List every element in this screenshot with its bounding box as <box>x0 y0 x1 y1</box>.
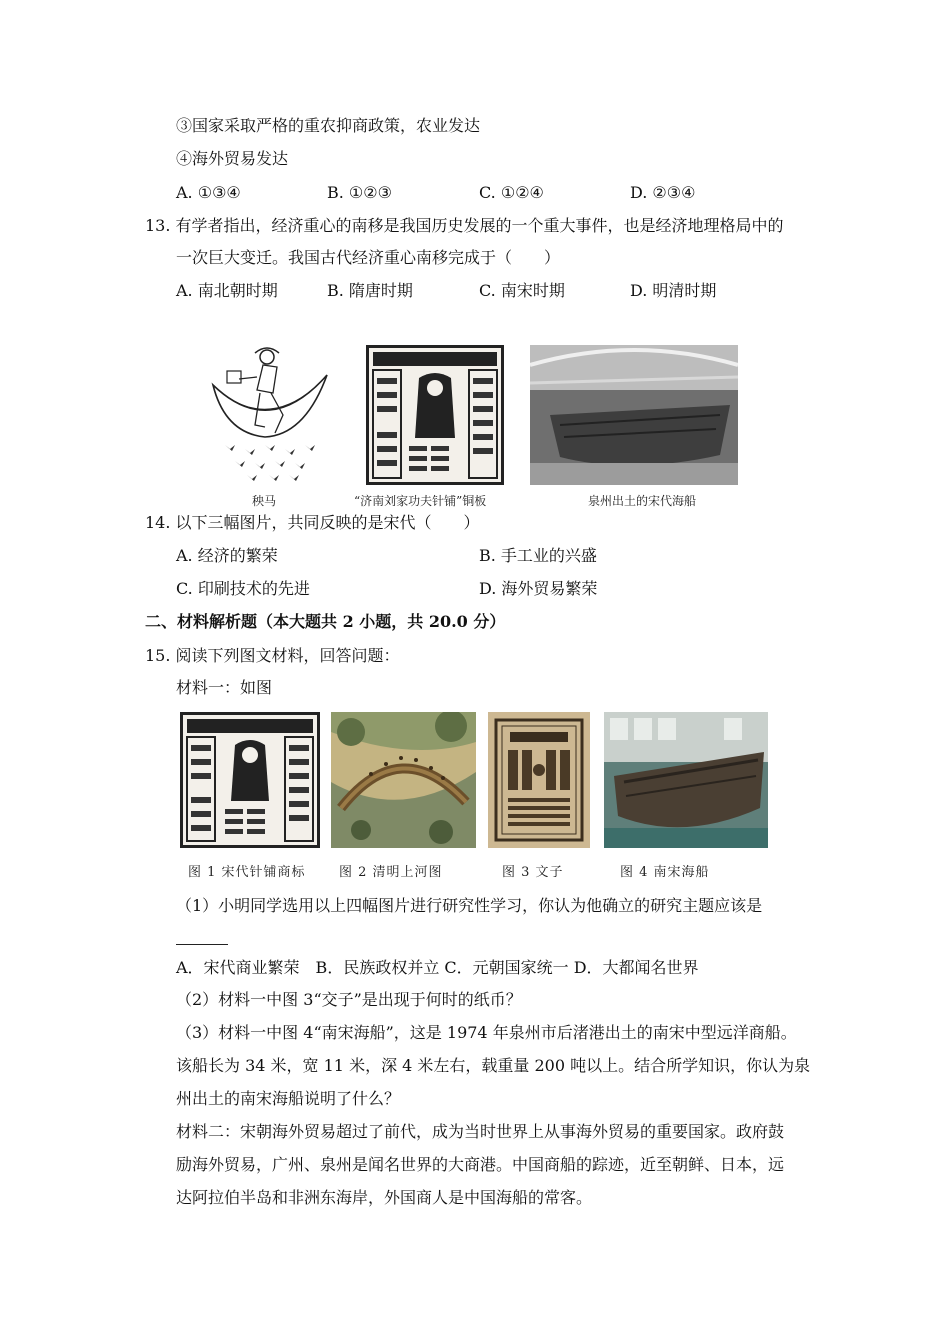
q12-item-4: ④海外贸易发达 <box>176 149 289 168</box>
liujia-needle-shop-plate <box>366 345 504 485</box>
q13-option-a: A. 南北朝时期 <box>176 281 278 300</box>
fig1-caption: 图 1 宋代针铺商标 <box>188 865 306 880</box>
q15-material2-line2: 励海外贸易，广州、泉州是闻名世界的大商港。中国商船的踪迹，近至朝鲜、日本，远 <box>176 1155 785 1174</box>
q13-option-c: C. 南宋时期 <box>479 281 565 300</box>
q14-option-c: C. 印刷技术的先进 <box>176 579 310 598</box>
q14-option-d: D. 海外贸易繁荣 <box>479 579 598 598</box>
q15-material1-label: 材料一：如图 <box>176 678 273 697</box>
q12-option-b: B. ①②③ <box>327 183 392 202</box>
caption-liujia-plate: “济南刘家功夫针铺”铜板 <box>354 494 487 508</box>
q15-sub3-line3: 州出土的南宋海船说明了什么？ <box>176 1089 401 1108</box>
q12-item-3: ③国家采取严格的重农抑商政策，农业发达 <box>176 116 481 135</box>
q15-sub3-line2: 该船长为 34 米，宽 11 米，深 4 米左右，载重量 200 吨以上。结合所学知识，你认为泉 <box>176 1056 811 1075</box>
q12-option-d: D. ②③④ <box>630 183 696 202</box>
q12-option-a: A. ①③④ <box>176 183 241 202</box>
fig2-qingming-painting <box>331 712 476 848</box>
section-2-title: 二、材料解析题（本大题共 2 小题，共 20.0 分） <box>145 612 506 631</box>
q15-sub2: （2）材料一中图 3“交子”是出现于何时的纸币？ <box>176 990 522 1009</box>
q15-sub3-line1: （3）材料一中图 4“南宋海船”，这是 1974 年泉州市后渚港出土的南宋中型远洋商船。 <box>176 1023 797 1042</box>
yangma-illustration <box>205 345 335 485</box>
fig4-caption: 图 4 南宋海船 <box>620 865 710 880</box>
q15-material2-line1: 材料二：宋朝海外贸易超过了前代，成为当时世界上从事海外贸易的重要国家。政府鼓 <box>176 1122 785 1141</box>
q13-stem-line2: 一次巨大变迁。我国古代经济重心南移完成于（ ） <box>176 248 561 267</box>
q13-option-b: B. 隋唐时期 <box>327 281 413 300</box>
caption-yangma: 秧马 <box>252 494 277 508</box>
fig3-jiaozi-paper-money <box>488 712 590 848</box>
caption-quanzhou-ship: 泉州出土的宋代海船 <box>588 494 697 508</box>
q12-option-c: C. ①②④ <box>479 183 544 202</box>
q14-option-a: A. 经济的繁荣 <box>176 546 278 565</box>
q14-option-b: B. 手工业的兴盛 <box>479 546 597 565</box>
fig2-caption: 图 2 清明上河图 <box>339 865 443 880</box>
fig1-needle-shop-trademark <box>180 712 320 848</box>
fig3-caption: 图 3 文子 <box>502 865 564 880</box>
q15-stem: 15. 阅读下列图文材料，回答问题： <box>145 646 400 665</box>
q15-material2-line3: 达阿拉伯半岛和非洲东海岸，外国商人是中国海船的常客。 <box>176 1188 593 1207</box>
fig4-southern-song-ship-photo <box>604 712 768 848</box>
q15-sub1-answer-blank <box>176 943 228 945</box>
quanzhou-song-ship-photo <box>530 345 738 485</box>
q15-sub1-options: A．宋代商业繁荣 B．民族政权并立 C．元朝国家统一 D．大都闻名世界 <box>176 958 699 977</box>
q14-stem: 14. 以下三幅图片，共同反映的是宋代（ ） <box>145 513 480 532</box>
q15-sub1: （1）小明同学选用以上四幅图片进行研究性学习，你认为他确立的研究主题应该是 <box>176 896 763 915</box>
q13-option-d: D. 明清时期 <box>630 281 717 300</box>
q13-stem-line1: 13. 有学者指出，经济重心的南移是我国历史发展的一个重大事件，也是经济地理格局中的 <box>145 216 784 235</box>
